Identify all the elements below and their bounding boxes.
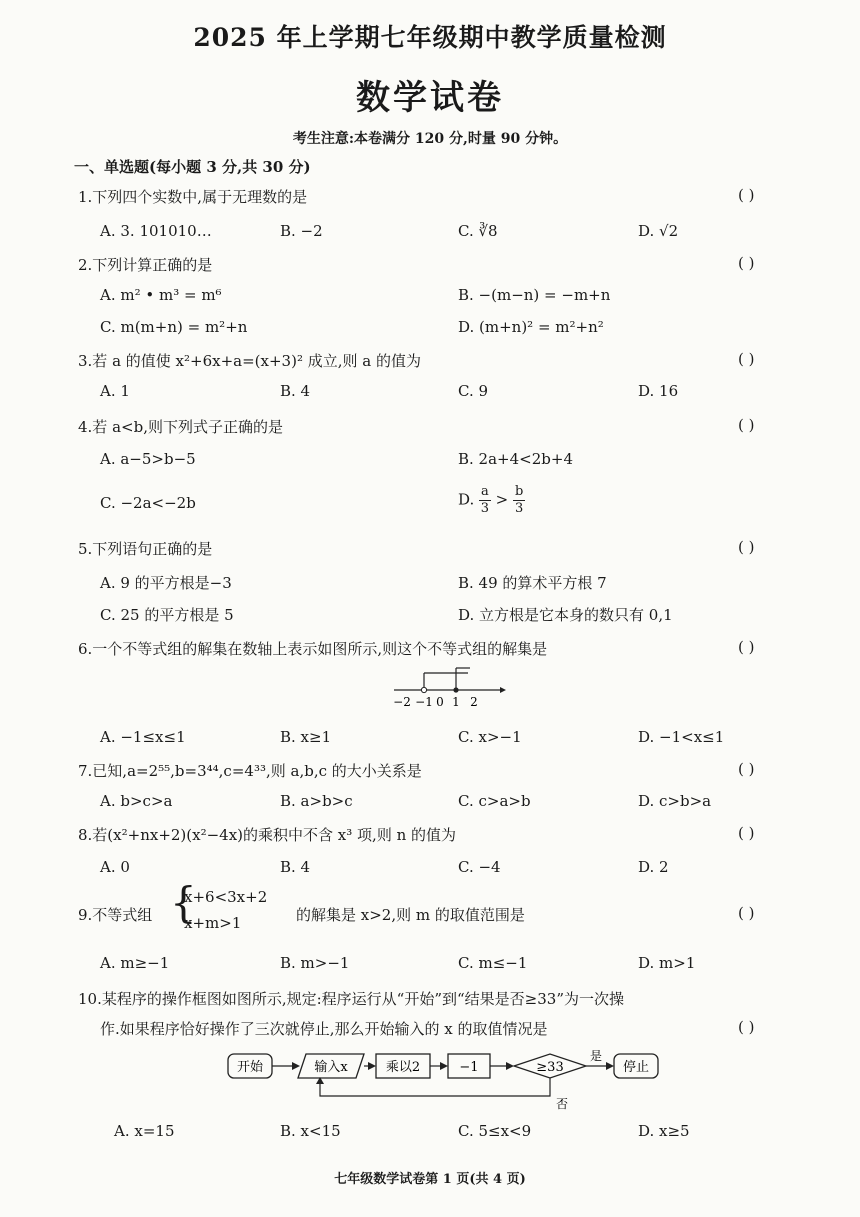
answer-paren-6: ( ): [738, 638, 755, 656]
question-9-stem-b: 的解集是 x>2,则 m 的取值范围是: [296, 906, 525, 924]
inequality-1: x+6<3x+2: [184, 888, 268, 906]
answer-paren-4: ( ): [738, 416, 755, 434]
q5-option-d: D. 立方根是它本身的数只有 0,1: [458, 606, 673, 624]
tick-label-1: 1: [452, 695, 460, 709]
q10-option-a: A. x=15: [114, 1122, 175, 1140]
q2-option-b: B. −(m−n) = −m+n: [458, 286, 611, 304]
flow-multiply-label: 乘以2: [385, 1060, 421, 1075]
question-2-stem: 2.下列计算正确的是: [78, 256, 213, 274]
q4-option-a: A. a−5>b−5: [100, 450, 196, 468]
q7-option-a: A. b>c>a: [100, 792, 173, 810]
q3-option-c: C. 9: [458, 382, 489, 400]
q2-option-a: A. m² • m³ = m⁶: [100, 286, 222, 304]
answer-paren-10: ( ): [738, 1018, 755, 1036]
answer-paren-7: ( ): [738, 760, 755, 778]
question-8-stem: 8.若(x²+nx+2)(x²−4x)的乘积中不含 x³ 项,则 n 的值为: [78, 826, 457, 844]
q8-option-a: A. 0: [100, 858, 130, 876]
flow-yes-label: 是: [589, 1050, 603, 1063]
exam-title: 2025 年上学期七年级期中教学质量检测: [193, 23, 667, 52]
q4-option-c: C. −2a<−2b: [100, 494, 196, 512]
answer-paren-9: ( ): [738, 904, 755, 922]
question-5-stem: 5.下列语句正确的是: [78, 540, 213, 558]
q1-option-a: A. 3. 101010…: [100, 222, 212, 240]
q6-option-d: D. −1<x≤1: [638, 728, 725, 746]
flow-input-label: 输入x: [314, 1060, 348, 1075]
q5-option-b: B. 49 的算术平方根 7: [458, 574, 607, 592]
q9-option-b: B. m>−1: [280, 954, 350, 972]
q7-option-b: B. a>b>c: [280, 792, 353, 810]
answer-paren-2: ( ): [738, 254, 755, 272]
q9-option-c: C. m≤−1: [458, 954, 528, 972]
question-1-stem: 1.下列四个实数中,属于无理数的是: [78, 188, 308, 206]
fraction-a-over-3: $\frac{a}{3}$: [480, 484, 490, 516]
answer-paren-5: ( ): [738, 538, 755, 556]
q8-option-b: B. 4: [280, 858, 311, 876]
flow-no-label: 否: [555, 1097, 569, 1111]
q1-option-c: C. ∛8: [458, 222, 498, 240]
flowchart-figure: [224, 1050, 664, 1112]
number-line-figure: [390, 664, 510, 710]
q3-option-b: B. 4: [280, 382, 311, 400]
q8-option-d: D. 2: [638, 858, 669, 876]
tick-label-2: 2: [470, 695, 478, 709]
answer-paren-1: ( ): [738, 186, 755, 204]
exam-notice: 考生注意:本卷满分 120 分,时量 90 分钟。: [292, 131, 568, 147]
section-heading: 一、单选题(每小题 3 分,共 30 分): [74, 158, 311, 176]
question-10-stem-2: 作.如果程序恰好操作了三次就停止,那么开始输入的 x 的取值情况是: [100, 1020, 548, 1038]
tick-label-neg2: −2: [393, 695, 411, 709]
q6-option-b: B. x≥1: [280, 728, 332, 746]
q9-option-a: A. m≥−1: [100, 954, 170, 972]
q6-option-a: A. −1≤x≤1: [100, 728, 186, 746]
q1-option-b: B. −2: [280, 222, 323, 240]
tick-label-neg1: −1: [415, 695, 433, 709]
question-4-stem: 4.若 a<b,则下列式子正确的是: [78, 418, 283, 436]
question-10-stem: 10.某程序的操作框图如图所示,规定:程序运行从“开始”到“结果是否≥33”为一次操: [78, 990, 625, 1008]
q5-option-a: A. 9 的平方根是−3: [100, 574, 232, 592]
page-footer: 七年级数学试卷第 1 页(共 4 页): [334, 1172, 526, 1187]
q4-option-d: D. $\frac{a}{3}$ > $\frac{b}{3}$: [458, 484, 524, 516]
q1-option-d: D. √2: [638, 222, 679, 240]
q6-option-c: C. x>−1: [458, 728, 522, 746]
question-6-stem: 6.一个不等式组的解集在数轴上表示如图所示,则这个不等式组的解集是: [78, 640, 548, 658]
system-brace: {: [170, 878, 197, 927]
question-9-stem-a: 9.不等式组: [78, 906, 153, 924]
q7-option-c: C. c>a>b: [458, 792, 531, 810]
flow-condition-label: ≥33: [536, 1060, 564, 1075]
q9-option-d: D. m>1: [638, 954, 696, 972]
answer-paren-8: ( ): [738, 824, 755, 842]
q2-option-c: C. m(m+n) = m²+n: [100, 318, 248, 336]
q5-option-c: C. 25 的平方根是 5: [100, 606, 234, 624]
flow-stop-label: 停止: [622, 1060, 650, 1075]
q10-option-c: C. 5≤x<9: [458, 1122, 532, 1140]
flow-start-label: 开始: [236, 1060, 264, 1075]
question-7-stem: 7.已知,a=2⁵⁵,b=3⁴⁴,c=4³³,则 a,b,c 的大小关系是: [78, 762, 422, 780]
q2-option-d: D. (m+n)² = m²+n²: [458, 318, 604, 336]
q10-option-d: D. x≥5: [638, 1122, 690, 1140]
inequality-system: [184, 884, 267, 936]
q3-option-a: A. 1: [100, 382, 130, 400]
question-3-stem: 3.若 a 的值使 x²+6x+a=(x+3)² 成立,则 a 的值为: [78, 352, 421, 370]
q3-option-d: D. 16: [638, 382, 679, 400]
q10-option-b: B. x<15: [280, 1122, 341, 1140]
answer-paren-3: ( ): [738, 350, 755, 368]
q7-option-d: D. c>b>a: [638, 792, 712, 810]
q4-option-d-label: D.: [458, 490, 475, 509]
flow-minus-label: −1: [459, 1060, 479, 1075]
inequality-2: x+m>1: [184, 914, 242, 932]
fraction-b-over-3: $\frac{b}{3}$: [514, 484, 524, 516]
exam-subtitle: 数学试卷: [356, 78, 504, 118]
q4-option-b: B. 2a+4<2b+4: [458, 450, 573, 468]
q8-option-c: C. −4: [458, 858, 501, 876]
tick-label-0: 0: [436, 695, 444, 709]
